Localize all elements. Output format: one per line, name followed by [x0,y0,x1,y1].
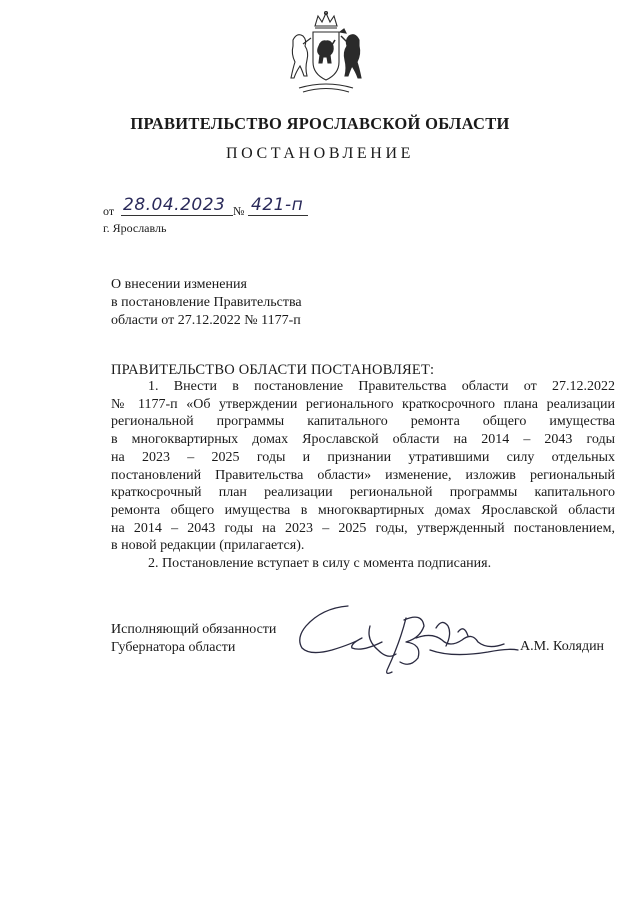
date-prefix: от [103,204,115,218]
handwritten-number: 421-п [251,195,304,215]
body-line: краткосрочный план реализации региональной программы капитального [111,485,615,501]
handwritten-signature-icon [292,598,524,682]
signer-title [111,621,276,657]
body-line: на 2014 – 2043 годы на 2023 – 2025 годы, утвержденный постановлением, [111,520,615,536]
body-line: региональной программы капитального ремонта общего имущества [111,414,615,430]
city-label: г. Ярославль [103,221,167,235]
body-line: на 2023 – 2025 годы и признании утратившими силу отдельных [111,449,615,465]
signer-title-line: Исполняющий обязанности [111,622,277,637]
subject-line: О внесении изменения [111,277,247,292]
number-prefix: № [233,204,245,218]
handwritten-date: 28.04.2023 [123,195,226,215]
decree-heading: ПРАВИТЕЛЬСТВО ОБЛАСТИ ПОСТАНОВЛЯЕТ: [111,362,435,378]
decree-body [111,378,615,573]
body-line: ремонта общего имущества в многоквартирных домах Ярославской области [111,502,615,518]
document-subject [111,276,302,330]
body-line: № 1177-п «Об утверждении регионального краткосрочного плана реализации [111,396,615,412]
document-type-title: ПОСТАНОВЛЕНИЕ [226,145,414,162]
date-underline [121,215,233,216]
body-line: в новой редакции (прилагается). [111,538,305,554]
body-line: 1. Внести в постановление Правительства области от 27.12.2022 [148,379,615,394]
subject-line: в постановление Правительства [111,295,302,310]
body-line: постановлений Правительства области» изменение, изложив региональный [111,467,615,483]
body-line: в многоквартирных домах Ярославской области на 2014 – 2043 годы [111,432,615,448]
coat-of-arms-icon [285,10,367,96]
subject-line: области от 27.12.2022 № 1177-п [111,313,301,328]
number-underline [248,215,308,216]
registration-line [103,195,363,219]
body-line-item2: 2. Постановление вступает в силу с момента подписания. [148,556,492,572]
signer-title-line: Губернатора области [111,640,236,655]
signer-name: А.М. Колядин [520,639,605,654]
organization-title: ПРАВИТЕЛЬСТВО ЯРОСЛАВСКОЙ ОБЛАСТИ [130,114,510,133]
